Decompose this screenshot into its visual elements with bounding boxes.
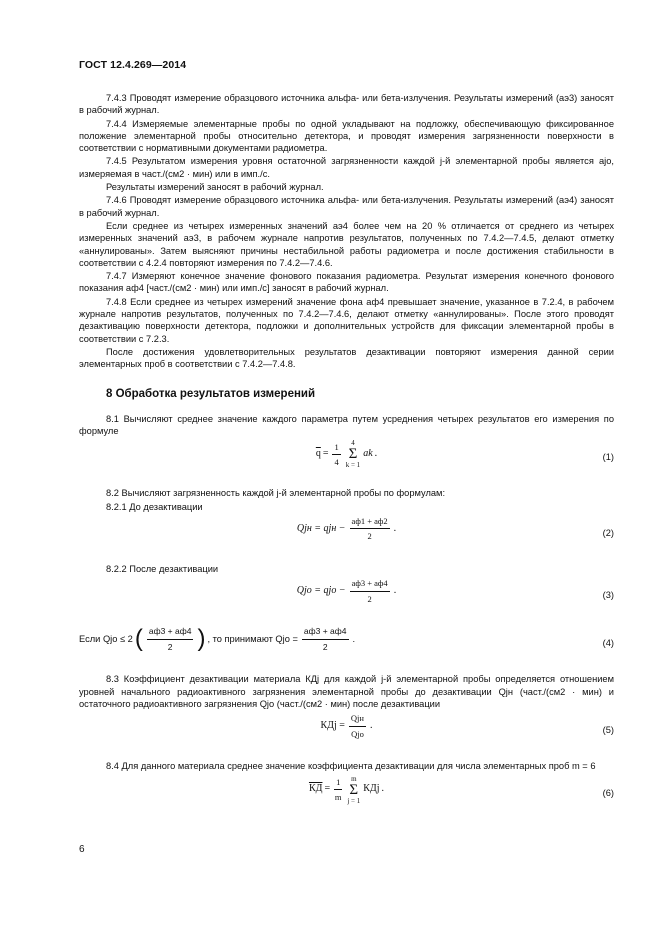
document-body: [79, 92, 614, 823]
formula-6-lhs: КД: [308, 783, 323, 795]
formula-5-lhs: КДj =: [320, 719, 345, 731]
paragraph-822: 8.2.2 После дезактивации: [106, 564, 219, 575]
formula-3: Qjо = qjо − $\frac{aф3 + aф4}{2}$ . (3): [296, 578, 614, 604]
page-header: ГОСТ 12.4.269—2014: [79, 59, 187, 71]
paragraph-744: 7.4.4 Измеряемые элементарные пробы по одной укладывают на подложку, обеспечивающую фиксированное положение элементарной пробы относительно детектора, и проводят измерения загрязненности поверхности в соответствии с нормативными документами радиометра.: [79, 118, 614, 154]
formula-1-sum-bot: k = 1: [345, 461, 361, 470]
paragraph-747: 7.4.7 Измеряют конечное значение фонового показания радиометра. Результат измерения конечного фонового показания aф4 [част./(см2 · мин) или имп./с] заносят в рабочий журнал.: [79, 271, 614, 294]
formula-5: КДj = $\frac{\text{Qjн}}{\text{Qjо}}$ . (5): [320, 713, 614, 739]
formula-4-num: aф3 + aф4: [302, 625, 349, 639]
formula-3-number: (3): [602, 590, 614, 601]
paragraph-745b: Результаты измерений заносят в рабочий журнал.: [106, 182, 324, 193]
formula-1-term: ak: [363, 448, 373, 460]
formula-1-frac-num: 1: [332, 441, 340, 455]
formula-2: Qjн = qjн − $\frac{aф1 + aф2}{2}$ . (2): [296, 516, 614, 542]
formula-3-lhs: Qjо = qjо −: [296, 584, 346, 596]
formula-4: Если Qjо ≤ 2 ( $\frac{aф3 + aф4}{2}$ ) , то принимают Qjо = $\frac{aф3 + aф4}{2}$ . (4): [79, 625, 614, 653]
formula-5-den: Qjо: [351, 728, 364, 739]
formula-6-sum-bot: j = 1: [347, 796, 361, 805]
paragraph-84: 8.4 Для данного материала среднее значение коэффициента дезактивации для числа элементарных проб m = 6: [106, 761, 596, 772]
formula-2-number: (2): [602, 528, 614, 539]
formula-1: $\overline{q}$ = $\frac{1}{4}$ 4 Σ k = 1 ak . (1): [315, 439, 614, 470]
formula-6-term: КДj: [363, 783, 380, 795]
formula-1-frac-den: 4: [334, 456, 339, 467]
paragraph-746b: Если среднее из четырех измеренных значений aэ4 более чем на 20 % отличается от среднего из четырех измеренных значений aэ3, в рабочем журнале напротив результатов, полученных по 7.4.2—7.4.5, делают отметку «аннулированы». Затем выясняют причины нестабильной работы радиометра и после достижения стабильности в соответствии с 4.2.4 повторяют измерения по 7.4.2—7.4.6.: [79, 220, 614, 268]
formula-2-lhs: Qjн = qjн −: [296, 522, 346, 534]
formula-4-den: 2: [322, 641, 328, 652]
formula-3-den: 2: [367, 593, 372, 604]
formula-1-number: (1): [602, 452, 614, 463]
paragraph-82: 8.2 Вычисляют загрязненность каждой j-й элементарной пробы по формулам:: [106, 488, 446, 499]
formula-5-number: (5): [602, 725, 614, 736]
paragraph-745: 7.4.5 Результатом измерения уровня остаточной загрязненности каждой j-й элементарной пробы является ajо, измеряемая в част./(см2 · мин) или в имп./с.: [79, 156, 614, 179]
formula-2-num: aф1 + aф2: [350, 515, 390, 529]
formula-4-inner-den: 2: [167, 641, 173, 652]
formula-4-inner-num: aф3 + aф4: [147, 625, 194, 639]
paragraph-83: 8.3 Коэффициент дезактивации материала КДj для каждой j-й элементарной пробы определяется отношением уровней начального радиоактивного загрязнения элементарной пробы до дезактивации Qjн (част./(см2 · мин) и остаточного радиоактивного загрязнения Qjо (част./(см2 · мин) после дезактивации: [79, 674, 614, 709]
formula-1-lhs: $\overline{q}$: [315, 448, 321, 460]
formula-6-frac-den: m: [334, 792, 342, 802]
formula-2-den: 2: [367, 531, 372, 542]
paragraph-746: 7.4.6 Проводят измерение образцового источника альфа- или бета-излучения. Результаты измерений (aэ4) заносят в рабочий журнал.: [79, 195, 614, 218]
formula-6-number: (6): [602, 787, 614, 798]
paragraph-748: 7.4.8 Если среднее из четырех измерений значение фона aф4 превышает значение, указанное в 7.2.4, в рабочем журнале напротив результатов, полученных по 7.4.2—7.4.6, делают отметку «аннулированы». После этого проводят дезактивацию поверхности детектора, подложки и дополнительных устройств для фиксации элементарной пробы в соответствии с 7.2.3.: [79, 296, 614, 344]
formula-6-sum-top: m: [351, 774, 357, 783]
formula-3-num: aф3 + aф4: [350, 577, 390, 591]
formula-5-num: Qjн: [349, 712, 366, 726]
formula-1-sum-top: 4: [351, 439, 355, 448]
page-number: 6: [79, 844, 85, 855]
formula-4-mid: , то принимают Qjо =: [207, 633, 298, 644]
paragraph-748b: После достижения удовлетворительных результатов дезактивации повторяют измерения данной серии элементарных проб в соответствии с 7.4.2—7.4.8.: [79, 346, 614, 370]
formula-4-pre: Если Qjо ≤ 2: [79, 633, 133, 644]
paragraph-743: 7.4.3 Проводят измерение образцового источника альфа- или бета-излучения. Результаты измерений (aэ3) заносят в рабочий журнал.: [79, 93, 614, 116]
formula-4-number: (4): [602, 638, 614, 649]
paragraph-821: 8.2.1 До дезактивации: [106, 501, 203, 512]
formula-6: КД = $\frac{1}{m}$ m Σ j = 1 КДj . (6): [308, 774, 614, 805]
formula-6-frac-num: 1: [334, 776, 342, 790]
paragraph-81: 8.1 Вычисляют среднее значение каждого параметра путем усреднения четырех результатов его измерения по формуле: [79, 413, 614, 437]
section-title: 8 Обработка результатов измерений: [106, 387, 316, 400]
